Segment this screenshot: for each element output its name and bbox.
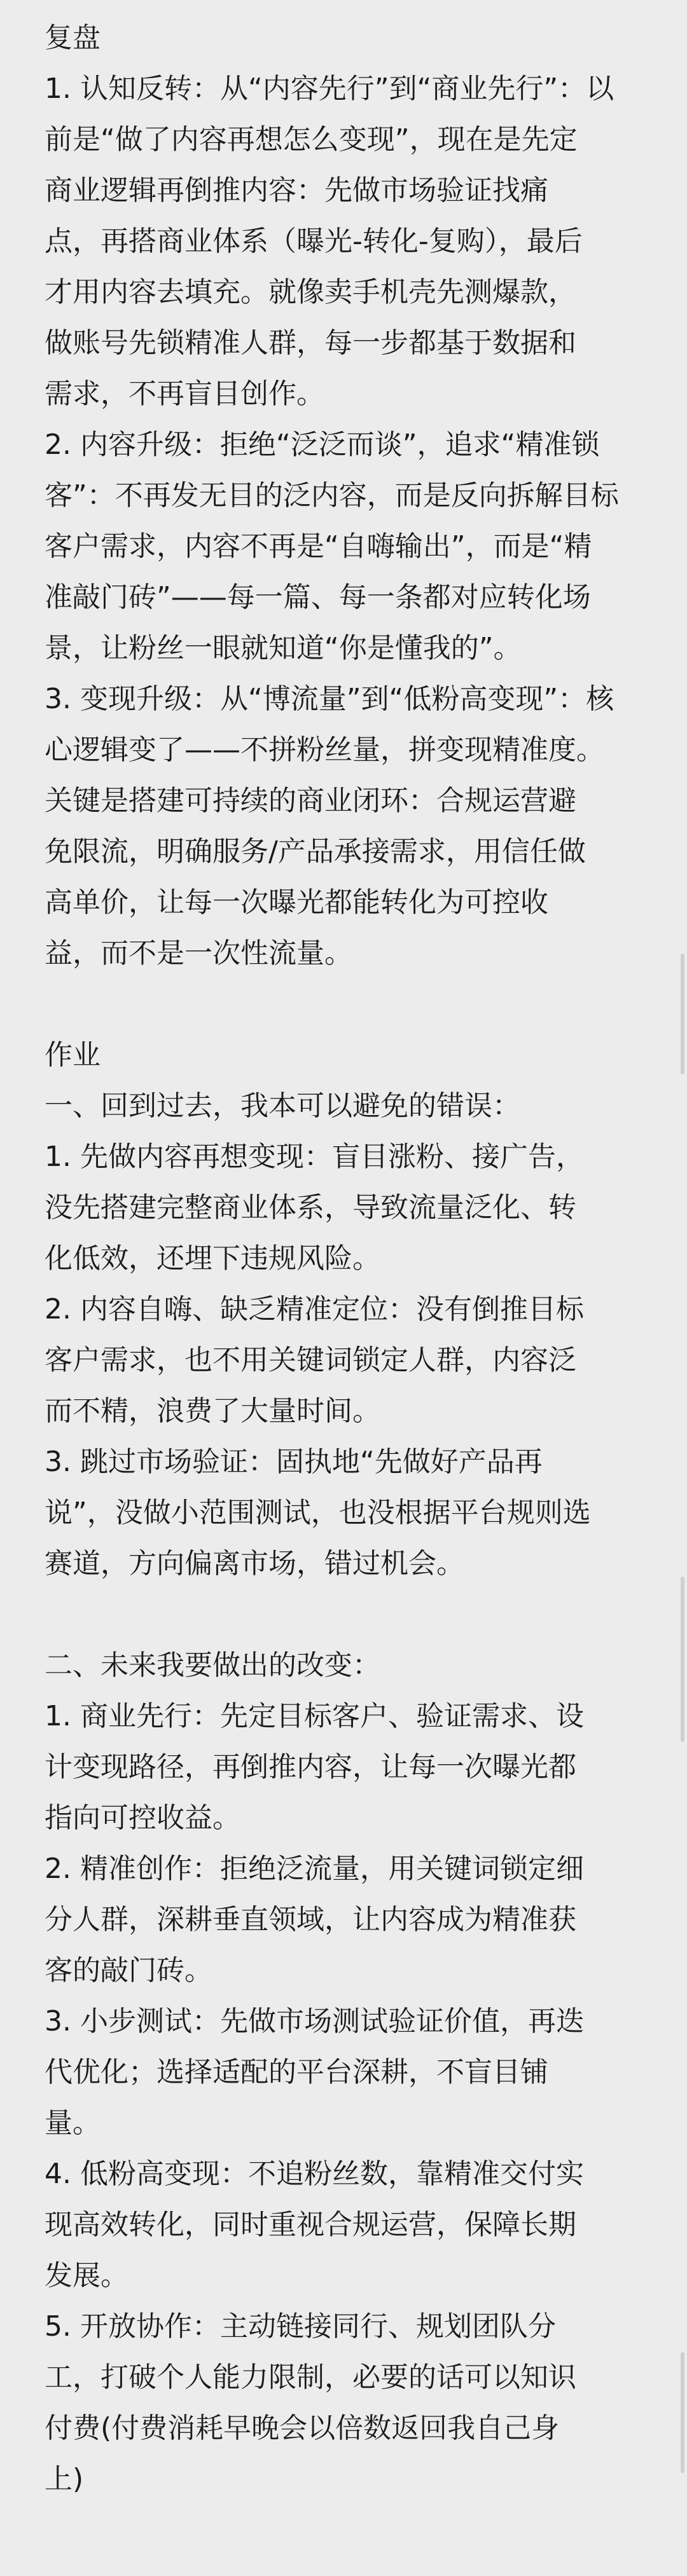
review-item-line: 2. 内容升级：拒绝“泛泛而谈”，追求“精准锁 (45, 428, 600, 461)
review-item-3 (45, 674, 649, 979)
change-item-line: 4. 低粉高变现：不追粉丝数，靠精准交付实 (45, 2158, 584, 2190)
change-item-3 (45, 1996, 649, 2149)
change-item-line: 2. 精准创作：拒绝泛流量，用关键词锁定细 (45, 1853, 584, 1885)
mistake-item-line: 没先搭建完整商业体系，导致流量泛化、转 (45, 1191, 576, 1224)
review-item-line: 商业逻辑再倒推内容：先做市场验证找痛 (45, 174, 548, 207)
mistake-item-line: 赛道，方向偏离市场，错过机会。 (45, 1547, 464, 1580)
review-item-1 (45, 64, 649, 420)
review-item-line: 才用内容去填充。就像卖手机壳先测爆款， (45, 276, 576, 308)
review-item-line: 前是“做了内容再想怎么变现”，现在是先定 (45, 123, 578, 156)
change-item-line: 3. 小步测试：先做市场测试验证价值，再迭 (45, 2005, 584, 2038)
change-item-5 (45, 2301, 649, 2505)
change-item-line: 现高效转化，同时重视合规运营，保障长期 (45, 2209, 576, 2241)
change-item-line: 5. 开放协作：主动链接同行、规划团队分 (45, 2310, 556, 2343)
review-item-line: 需求，不再盲目创作。 (45, 378, 324, 410)
review-item-line: 景，让粉丝一眼就知道“你是懂我的”。 (45, 632, 522, 664)
review-item-line: 高单价，让每一次曝光都能转化为可控收 (45, 886, 548, 919)
homework-title: 作业 (45, 1039, 101, 1071)
mistake-item-line: 3. 跳过市场验证：固执地“先做好产品再 (45, 1446, 543, 1478)
review-title: 复盘 (45, 22, 101, 54)
section-heading-mistakes: 一、回到过去，我本可以避免的错误： (45, 1090, 520, 1122)
mistake-item-1 (45, 1132, 649, 1284)
review-item-line: 免限流，明确服务/产品承接需求，用信任做 (45, 835, 586, 868)
review-item-line: 点，再搭商业体系（曝光-转化-复购），最后 (45, 225, 583, 257)
review-item-line: 3. 变现升级：从“博流量”到“低粉高变现”：核 (45, 683, 614, 715)
mistake-item-line: 客户需求，也不用关键词锁定人群，内容泛 (45, 1344, 576, 1376)
scrollbar-thumb[interactable] (681, 954, 684, 1074)
change-item-line: 量。 (45, 2107, 101, 2139)
review-item-line: 客”：不再发无目的泛内容，而是反向拆解目标 (45, 479, 619, 512)
paragraph-spacer (45, 1589, 649, 1640)
review-item-line: 1. 认知反转：从“内容先行”到“商业先行”：以 (45, 72, 614, 105)
review-item-line: 关键是搭建可持续的商业闭环：合规运营避 (45, 784, 576, 817)
change-item-4 (45, 2149, 649, 2301)
scrollbar-thumb[interactable] (681, 2352, 684, 2473)
change-item-1 (45, 1691, 649, 1844)
change-item-line: 1. 商业先行：先定目标客户、验证需求、设 (45, 1700, 584, 1732)
review-item-line: 做账号先锁精准人群，每一步都基于数据和 (45, 327, 576, 359)
change-item-line: 付费(付费消耗早晚会以倍数返回我自己身 (45, 2412, 560, 2444)
change-item-line: 工，打破个人能力限制，必要的话可以知识 (45, 2361, 576, 2394)
change-item-2 (45, 1844, 649, 1996)
mistake-item-2 (45, 1284, 649, 1437)
mistake-item-line: 2. 内容自嗨、缺乏精准定位：没有倒推目标 (45, 1293, 584, 1326)
change-item-line: 发展。 (45, 2259, 128, 2292)
change-item-line: 代优化；选择适配的平台深耕，不盲目铺 (45, 2056, 548, 2088)
change-item-line: 客的敲门砖。 (45, 1954, 212, 1987)
mistake-item-3 (45, 1437, 649, 1589)
change-item-line: 分人群，深耕垂直领域，让内容成为精准获 (45, 1903, 576, 1936)
change-item-line: 计变现路径，再倒推内容，让每一次曝光都 (45, 1751, 576, 1783)
review-item-line: 益，而不是一次性流量。 (45, 937, 352, 969)
review-item-line: 客户需求，内容不再是“自嗨输出”，而是“精 (45, 530, 592, 563)
review-item-line: 心逻辑变了——不拼粉丝量，拼变现精准度。 (45, 734, 604, 766)
change-item-line: 上) (45, 2463, 84, 2495)
paragraph-spacer (45, 979, 649, 1030)
scrollbar-thumb[interactable] (681, 1577, 684, 1742)
mistake-item-line: 1. 先做内容再想变现：盲目涨粉、接广告， (45, 1141, 584, 1173)
mistake-item-line: 说”，没做小范围测试，也没根据平台规则选 (45, 1497, 591, 1529)
section-heading-changes: 二、未来我要做出的改变： (45, 1649, 380, 1682)
review-item-2 (45, 420, 649, 674)
change-item-line: 指向可控收益。 (45, 1802, 240, 1834)
mistake-item-line: 化低效，还埋下违规风险。 (45, 1242, 380, 1275)
mistake-item-line: 而不精，浪费了大量时间。 (45, 1395, 380, 1427)
review-item-line: 准敲门砖”——每一篇、每一条都对应转化场 (45, 581, 591, 613)
note-content (45, 13, 649, 2505)
